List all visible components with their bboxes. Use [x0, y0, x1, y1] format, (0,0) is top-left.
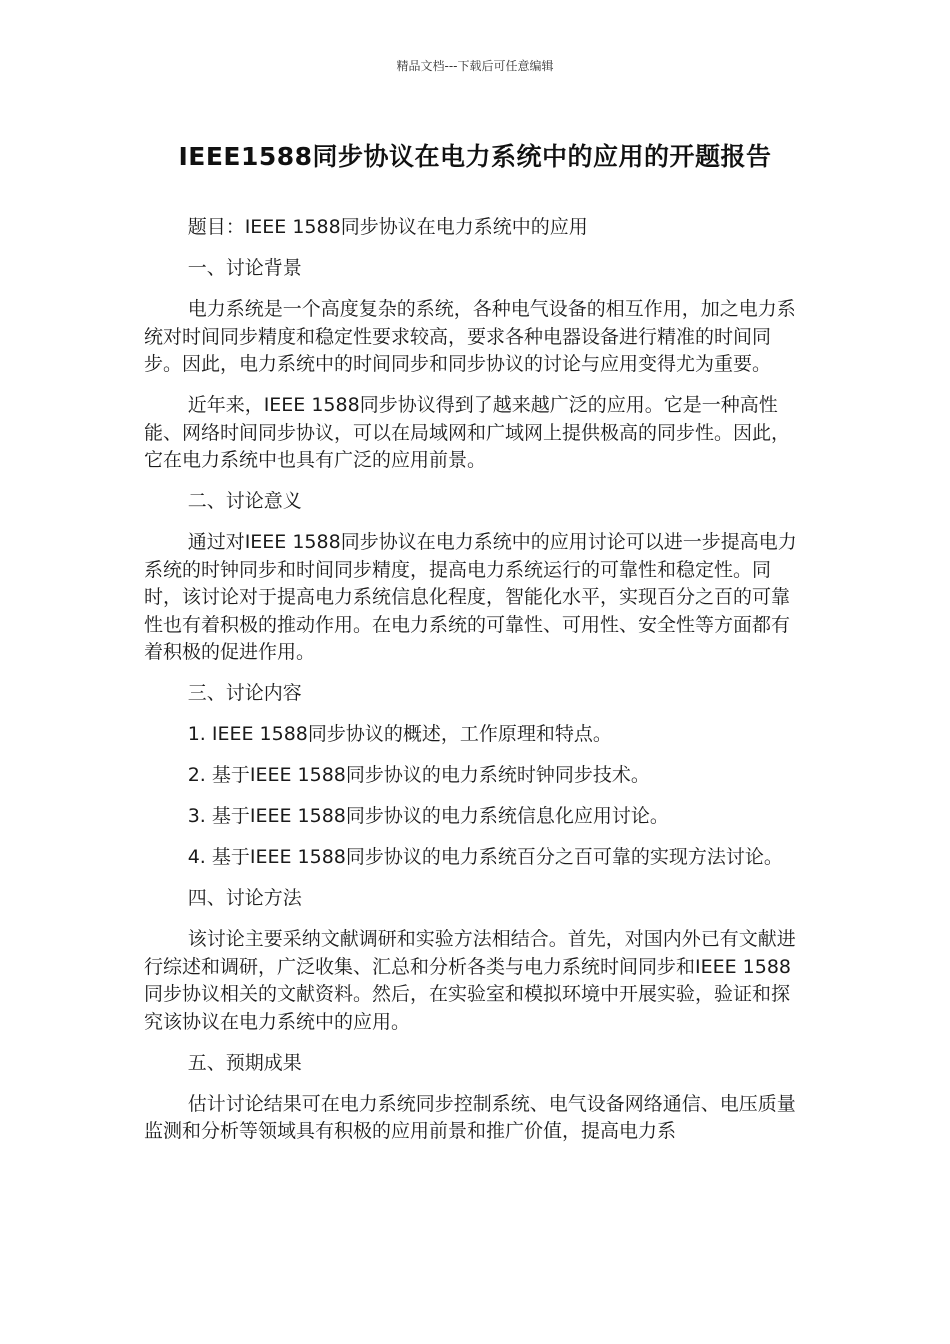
page-header: 精品文档---下载后可任意编辑	[396, 59, 554, 73]
section-heading-background: 一、讨论背景	[187, 257, 302, 279]
paragraph: 通过对IEEE 1588同步协议在电力系统中的应用讨论可以进一步提高电力系统的时钟同步和时间同步精度，提高电力系统运行的可靠性和稳定性。同时，该讨论对于提高电力系统信息化程度，智能化水平，实现百分之百的可靠性也有着积极的推动作用。在电力系统的可靠性、可用性、安全性等方面都有着积极的促进作用。	[144, 531, 797, 663]
topic-line: 题目：IEEE 1588同步协议在电力系统中的应用	[187, 216, 588, 238]
paragraph: 近年来，IEEE 1588同步协议得到了越来越广泛的应用。它是一种高性能、网络时间同步协议，可以在局域网和广域网上提供极高的同步性。因此，它在电力系统中也具有广泛的应用前景。	[144, 394, 791, 471]
list-item: 4. 基于IEEE 1588同步协议的电力系统百分之百可靠的实现方法讨论。	[187, 846, 783, 868]
list-item: 2. 基于IEEE 1588同步协议的电力系统时钟同步技术。	[187, 764, 650, 786]
section-heading-significance: 二、讨论意义	[187, 490, 302, 512]
paragraph: 电力系统是一个高度复杂的系统，各种电气设备的相互作用，加之电力系统对时间同步精度和稳定性要求较高，要求各种电器设备进行精准的时间同步。因此，电力系统中的时间同步和同步协议的讨论与应用变得尤为重要。	[144, 298, 796, 375]
document-title: IEEE1588同步协议在电力系统中的应用的开题报告	[178, 142, 772, 171]
paragraph: 该讨论主要采纳文献调研和实验方法相结合。首先，对国内外已有文献进行综述和调研，广泛收集、汇总和分析各类与电力系统时间同步和IEEE 1588同步协议相关的文献资料。然后，在实验室和模拟环境中开展实验，验证和探究该协议在电力系统中的应用。	[144, 928, 796, 1033]
list-item: 3. 基于IEEE 1588同步协议的电力系统信息化应用讨论。	[187, 805, 669, 827]
list-item: 1. IEEE 1588同步协议的概述，工作原理和特点。	[187, 723, 612, 745]
document-body	[144, 214, 808, 1159]
paragraph: 估计讨论结果可在电力系统同步控制系统、电气设备网络通信、电压质量监测和分析等领域具有积极的应用前景和推广价值，提高电力系	[144, 1092, 796, 1142]
section-heading-expected-results: 五、预期成果	[187, 1051, 302, 1074]
section-heading-method: 四、讨论方法	[187, 887, 302, 909]
section-heading-content: 三、讨论内容	[187, 682, 302, 704]
